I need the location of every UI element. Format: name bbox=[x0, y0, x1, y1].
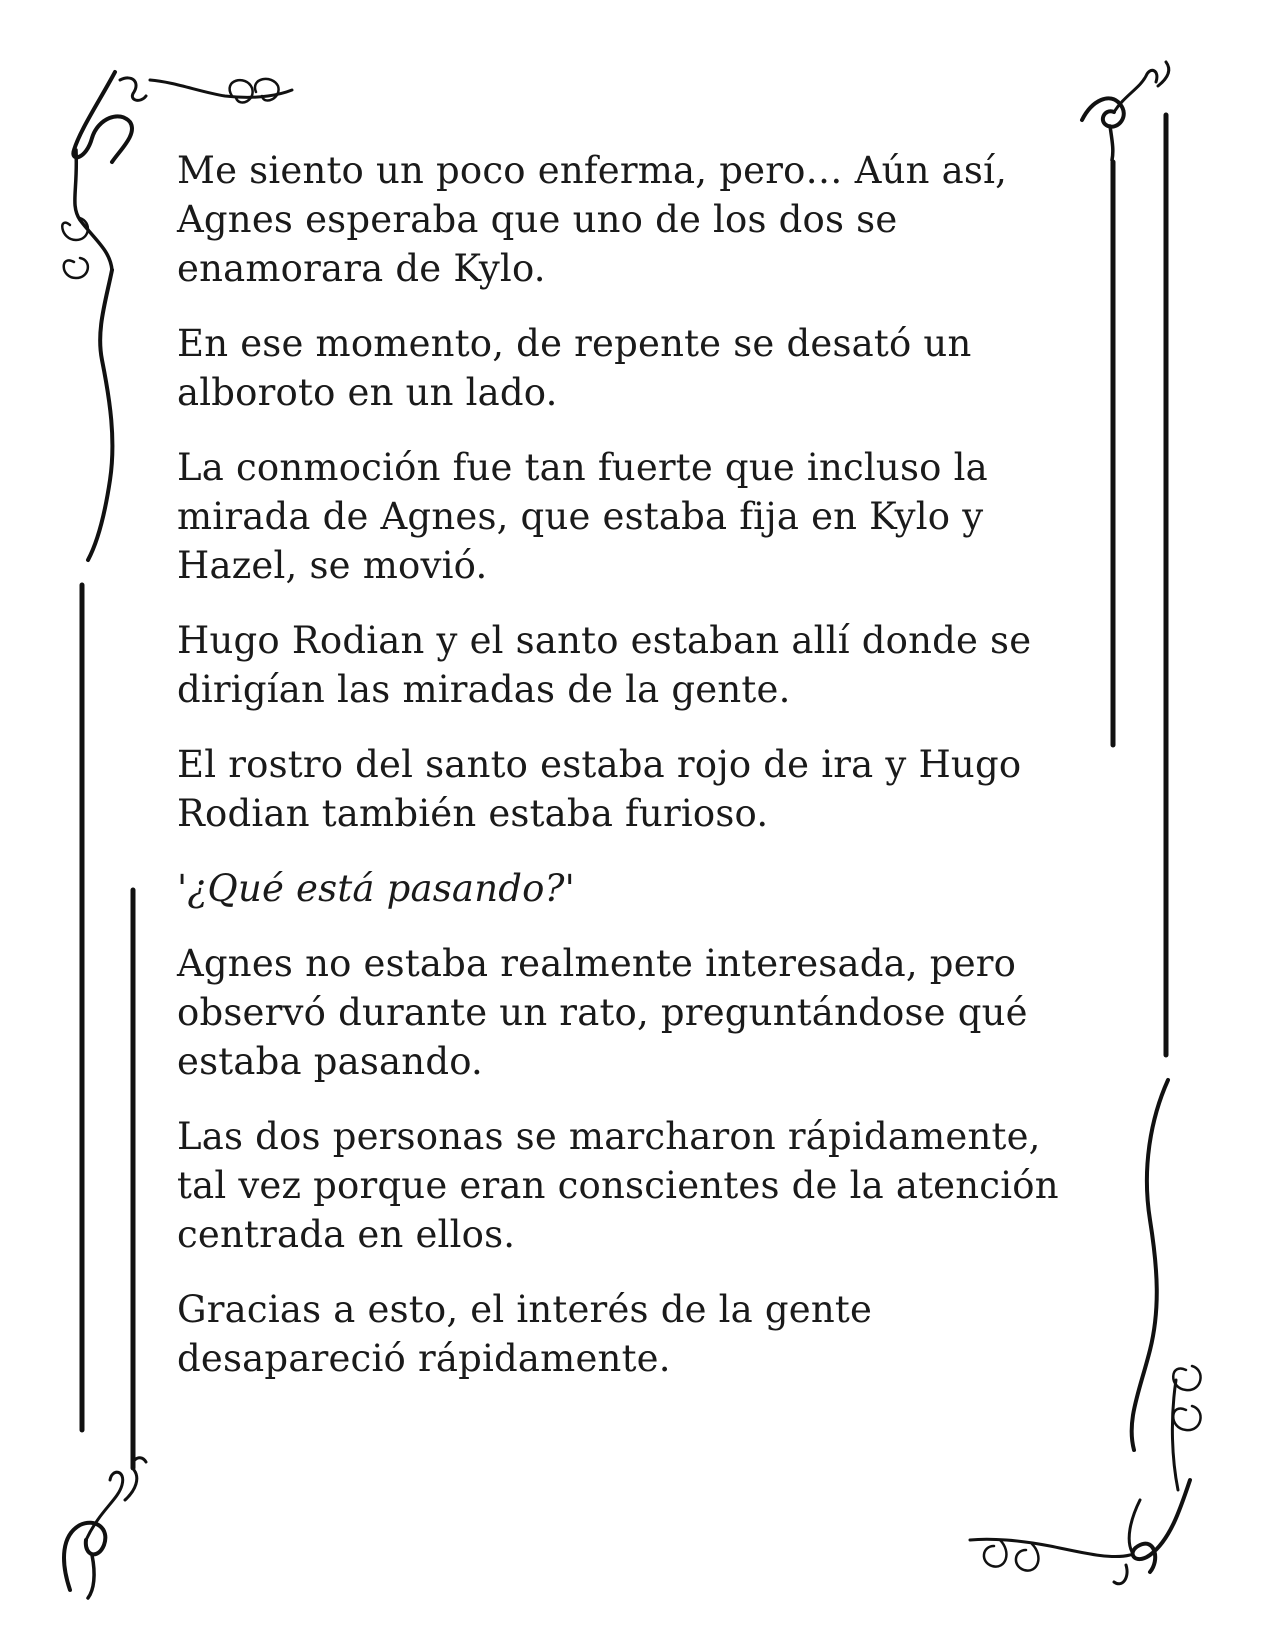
inner-thought-paragraph: '¿Qué está pasando?' bbox=[177, 867, 575, 910]
corner-flourish-top-right-icon bbox=[1082, 62, 1169, 160]
paragraph: En ese momento, de repente se desató un alboroto en un lado. bbox=[177, 322, 972, 414]
paragraph: Gracias a esto, el interés de la gente desapareció rápidamente. bbox=[177, 1288, 873, 1380]
paragraph: La conmoción fue tan fuerte que incluso la mirada de Agnes, que estaba fija en Kylo y Hazel, se movió. bbox=[177, 446, 988, 587]
paragraph: El rostro del santo estaba rojo de ira y Hugo Rodian también estaba furioso. bbox=[177, 743, 1022, 835]
document-body bbox=[177, 146, 1077, 1409]
paragraph: Me siento un poco enferma, pero… Aún así, Agnes esperaba que uno de los dos se enamorara de Kylo. bbox=[177, 149, 1008, 290]
paragraph: Hugo Rodian y el santo estaban allí donde se dirigían las miradas de la gente. bbox=[177, 619, 1032, 711]
paragraph: Agnes no estaba realmente interesada, pero observó durante un rato, preguntándose qué estaba pasando. bbox=[177, 942, 1028, 1083]
corner-flourish-bottom-left-icon bbox=[64, 1458, 146, 1598]
paragraph: Las dos personas se marcharon rápidamente, tal vez porque eran conscientes de la atención centrada en ellos. bbox=[177, 1115, 1059, 1256]
